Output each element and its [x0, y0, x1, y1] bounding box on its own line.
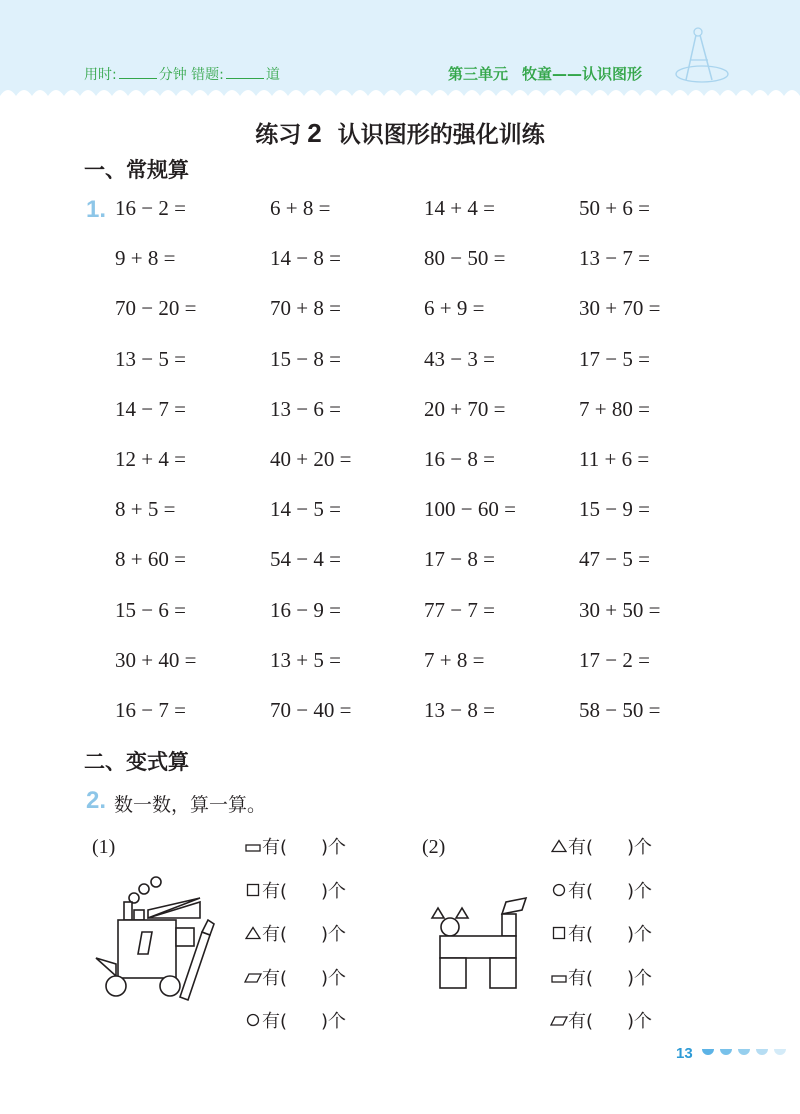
triangle-icon	[550, 836, 568, 860]
machine-scoop	[96, 958, 116, 976]
footer-dot-3	[738, 1049, 750, 1055]
problem-r9-c3: 77 − 7 =	[424, 598, 495, 622]
count-prompt: 有(	[262, 924, 288, 945]
count-prompt: 有(	[568, 1011, 594, 1032]
footer-dot-4	[756, 1049, 768, 1055]
machine-wheel-left	[106, 976, 126, 996]
title-number: 2	[307, 118, 322, 148]
problem-r11-c1: 16 − 7 =	[115, 698, 186, 722]
problem-r9-c4: 30 + 50 =	[579, 598, 661, 622]
title-prefix: 练习	[255, 122, 302, 148]
problem-r10-c1: 30 + 40 =	[115, 648, 197, 672]
timing-record	[84, 64, 280, 84]
count-unit: )个	[627, 968, 653, 989]
part2-count-item-2	[550, 880, 652, 904]
time-blank[interactable]	[119, 66, 157, 79]
rectangle-icon	[550, 967, 568, 991]
problem-r1-c2: 6 + 8 =	[270, 196, 331, 220]
parallelogram-icon	[550, 1010, 568, 1034]
machine-boom-tip	[202, 920, 214, 935]
count-unit: )个	[321, 837, 347, 858]
problem-r2-c2: 14 − 8 =	[270, 246, 341, 270]
problem-r1-c3: 14 + 4 =	[424, 196, 495, 220]
square-icon	[550, 923, 568, 947]
machine-wheel-right	[160, 976, 180, 996]
machine-figure	[90, 872, 230, 1004]
animal-neck	[502, 914, 516, 936]
problem-r3-c4: 30 + 70 =	[579, 296, 661, 320]
page-number: 13	[676, 1045, 693, 1062]
part2-count-item-4	[550, 967, 652, 991]
instruction-text: 数一数，算一算。	[114, 794, 267, 816]
part1-count-item-5	[244, 1010, 346, 1034]
problem-r4-c4: 17 − 5 =	[579, 347, 650, 371]
problem-r8-c3: 17 − 8 =	[424, 547, 495, 571]
problem-r2-c3: 80 − 50 =	[424, 246, 506, 270]
count-prompt: 有(	[568, 837, 594, 858]
footer-decoration	[700, 1047, 794, 1061]
count-unit: )个	[627, 837, 653, 858]
unit-title: 牧童——认识图形	[522, 65, 643, 83]
problem-r6-c4: 11 + 6 =	[579, 447, 650, 471]
part1-count-item-2	[244, 880, 346, 904]
problem-r7-c1: 8 + 5 =	[115, 497, 176, 521]
machine-small-square	[134, 910, 144, 920]
compass-icon	[672, 24, 732, 90]
problem-r8-c1: 8 + 60 =	[115, 547, 186, 571]
machine-side-square	[176, 928, 194, 946]
animal-ear-left	[432, 908, 444, 918]
unit-heading	[448, 63, 642, 84]
question-number-1: 1.	[86, 196, 107, 223]
part2-count-item-1	[550, 836, 652, 860]
circle-icon	[244, 1010, 262, 1034]
problem-r5-c3: 20 + 70 =	[424, 397, 506, 421]
machine-circle-mid	[139, 884, 149, 894]
problem-r9-c1: 15 − 6 =	[115, 598, 186, 622]
problem-r5-c1: 14 − 7 =	[115, 397, 186, 421]
count-prompt: 有(	[568, 924, 594, 945]
count-unit: )个	[321, 881, 347, 902]
count-prompt: 有(	[262, 837, 288, 858]
part2-count-item-3	[550, 923, 652, 947]
problem-r11-c3: 13 − 8 =	[424, 698, 495, 722]
errors-blank[interactable]	[226, 66, 264, 79]
problem-r6-c1: 12 + 4 =	[115, 447, 186, 471]
part1-count-item-3	[244, 923, 346, 947]
section-heading-variant: 二、变式算	[84, 750, 189, 774]
problem-r2-c4: 13 − 7 =	[579, 246, 650, 270]
count-unit: )个	[627, 924, 653, 945]
part1-count-item-4	[244, 967, 346, 991]
title-text: 认识图形的强化训练	[337, 122, 545, 148]
problem-r5-c2: 13 − 6 =	[270, 397, 341, 421]
errors-label: 错题:	[191, 67, 224, 83]
problem-r3-c2: 70 + 8 =	[270, 296, 341, 320]
count-prompt: 有(	[568, 881, 594, 902]
footer-dot-1	[702, 1049, 714, 1055]
errors-unit: 道	[265, 67, 280, 83]
machine-circle-top	[151, 877, 161, 887]
count-prompt: 有(	[568, 968, 594, 989]
part2-count-item-5	[550, 1010, 652, 1034]
count-prompt: 有(	[262, 1011, 288, 1032]
question-number-2: 2.	[86, 787, 107, 814]
rectangle-icon	[244, 836, 262, 860]
problem-r3-c3: 6 + 9 =	[424, 296, 485, 320]
problem-r8-c2: 54 − 4 =	[270, 547, 341, 571]
problem-r9-c2: 16 − 9 =	[270, 598, 341, 622]
animal-body	[440, 936, 516, 958]
problem-r10-c4: 17 − 2 =	[579, 648, 650, 672]
problem-r11-c2: 70 − 40 =	[270, 698, 352, 722]
problem-r10-c3: 7 + 8 =	[424, 648, 485, 672]
problem-r1-c1: 16 − 2 =	[115, 196, 186, 220]
problem-r2-c1: 9 + 8 =	[115, 246, 176, 270]
count-unit: )个	[627, 1011, 653, 1032]
count-unit: )个	[321, 1011, 347, 1032]
section-heading-regular: 一、常规算	[84, 158, 189, 182]
problem-r8-c4: 47 − 5 =	[579, 547, 650, 571]
problem-r11-c4: 58 − 50 =	[579, 698, 661, 722]
machine-chimney	[124, 902, 132, 920]
animal-figure	[428, 890, 532, 994]
circle-icon	[550, 880, 568, 904]
animal-leg-left	[440, 958, 466, 988]
time-label: 用时:	[84, 67, 117, 83]
problem-r7-c2: 14 − 5 =	[270, 497, 341, 521]
count-prompt: 有(	[262, 881, 288, 902]
animal-tail	[502, 898, 526, 914]
problem-r5-c4: 7 + 80 =	[579, 397, 650, 421]
part1-label: (1)	[92, 836, 116, 858]
animal-head	[441, 918, 459, 936]
part1-count-item-1	[244, 836, 346, 860]
animal-leg-right	[490, 958, 516, 988]
problem-r1-c4: 50 + 6 =	[579, 196, 650, 220]
problem-r3-c1: 70 − 20 =	[115, 296, 197, 320]
problem-r4-c3: 43 − 3 =	[424, 347, 495, 371]
part2-label: (2)	[422, 836, 446, 858]
problem-r7-c3: 100 − 60 =	[424, 497, 516, 521]
problem-r7-c4: 15 − 9 =	[579, 497, 650, 521]
square-icon	[244, 880, 262, 904]
count-unit: )个	[321, 968, 347, 989]
count-prompt: 有(	[262, 968, 288, 989]
problem-r10-c2: 13 + 5 =	[270, 648, 341, 672]
problem-r4-c1: 13 − 5 =	[115, 347, 186, 371]
count-unit: )个	[321, 924, 347, 945]
footer-dot-5	[774, 1049, 786, 1055]
triangle-icon	[244, 923, 262, 947]
problem-r6-c3: 16 − 8 =	[424, 447, 495, 471]
page-title	[0, 116, 800, 149]
parallelogram-icon	[244, 967, 262, 991]
count-unit: )个	[627, 881, 653, 902]
footer-dot-2	[720, 1049, 732, 1055]
problem-r6-c2: 40 + 20 =	[270, 447, 352, 471]
problem-r4-c2: 15 − 8 =	[270, 347, 341, 371]
minute-label: 分钟	[158, 67, 187, 83]
unit-label: 第三单元	[448, 65, 509, 83]
animal-ear-right	[456, 908, 468, 918]
